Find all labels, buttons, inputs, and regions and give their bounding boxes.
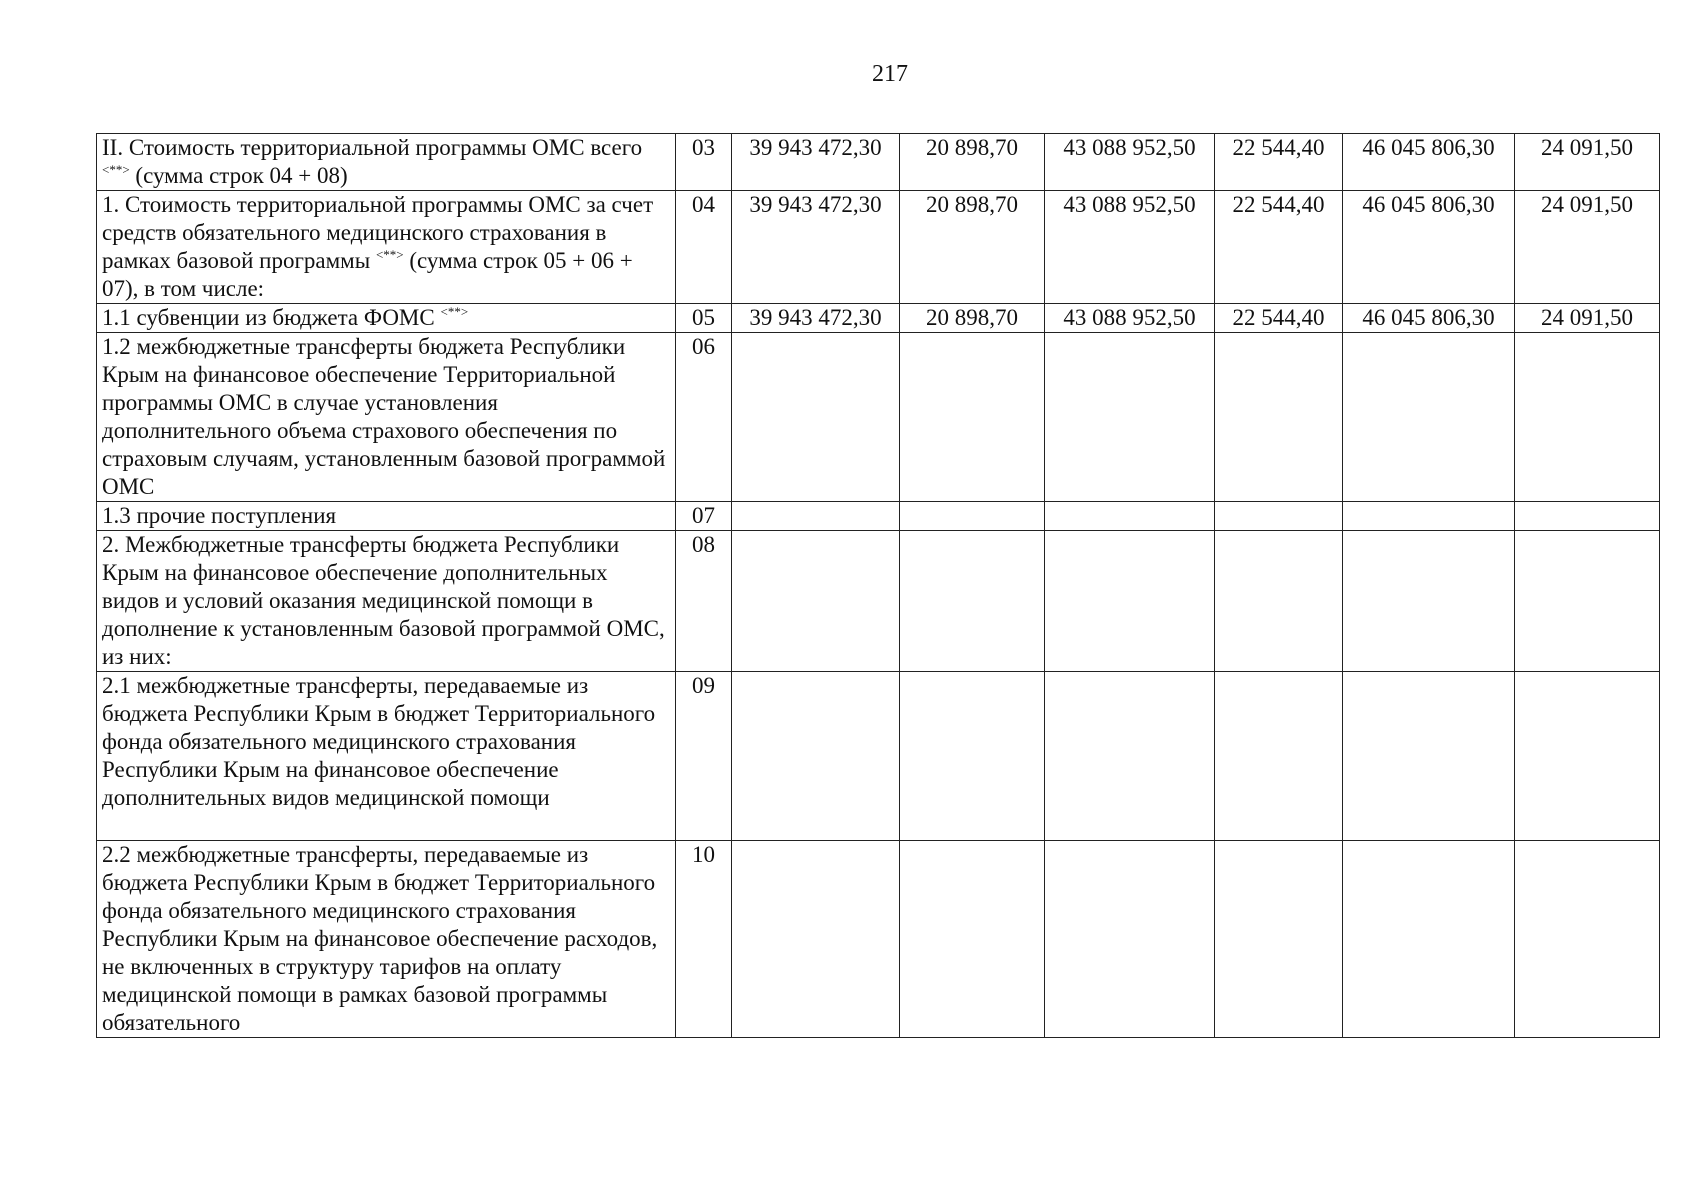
value-cell: 24 091,50 xyxy=(1515,191,1660,304)
value-cell: 20 898,70 xyxy=(900,304,1045,333)
row-code: 10 xyxy=(676,841,732,1038)
value-cell xyxy=(1515,841,1660,1038)
value-cell xyxy=(1045,841,1215,1038)
footnote-marker: <**> xyxy=(375,247,404,262)
value-cell: 46 045 806,30 xyxy=(1343,304,1515,333)
table-row xyxy=(97,333,1660,502)
value-cell: 39 943 472,30 xyxy=(732,304,900,333)
value-cell xyxy=(900,333,1045,502)
row-description: 2.2 межбюджетные трансферты, передаваемые из бюджета Республики Крым в бюджет Территориального фонда обязательного медицинского страхования Республики Крым на финансовое обеспечение расходов, не включенных в структуру тарифов на оплату медицинской помощи в рамках базовой программы обязательного xyxy=(97,841,676,1038)
footnote-marker: <**> xyxy=(102,162,130,177)
row-description: 1.1 субвенции из бюджета ФОМС <**> xyxy=(97,304,676,333)
value-cell xyxy=(1343,531,1515,672)
table-row xyxy=(97,134,1660,191)
row-description: II. Стоимость территориальной программы ОМС всего <**> (сумма строк 04 + 08) xyxy=(97,134,676,191)
table-row xyxy=(97,841,1660,1038)
row-code: 03 xyxy=(676,134,732,191)
row-code: 05 xyxy=(676,304,732,333)
row-description: 1.2 межбюджетные трансферты бюджета Республики Крым на финансовое обеспечение Территориальной программы ОМС в случае установления дополнительного объема страхового обеспечения по страховым случаям, установленным базовой программой ОМС xyxy=(97,333,676,502)
value-cell: 43 088 952,50 xyxy=(1045,191,1215,304)
value-cell xyxy=(1515,502,1660,531)
value-cell: 20 898,70 xyxy=(900,134,1045,191)
table-row xyxy=(97,672,1660,841)
row-code: 06 xyxy=(676,333,732,502)
table-row xyxy=(97,531,1660,672)
value-cell xyxy=(732,672,900,841)
value-cell: 43 088 952,50 xyxy=(1045,134,1215,191)
value-cell xyxy=(900,841,1045,1038)
budget-table xyxy=(96,133,1660,1038)
value-cell xyxy=(732,841,900,1038)
row-code: 07 xyxy=(676,502,732,531)
value-cell: 22 544,40 xyxy=(1215,191,1343,304)
value-cell xyxy=(1515,531,1660,672)
value-cell: 20 898,70 xyxy=(900,191,1045,304)
value-cell xyxy=(1515,672,1660,841)
value-cell: 22 544,40 xyxy=(1215,134,1343,191)
table-row xyxy=(97,502,1660,531)
value-cell xyxy=(900,672,1045,841)
footnote-marker: <**> xyxy=(440,304,469,319)
value-cell xyxy=(732,333,900,502)
value-cell: 46 045 806,30 xyxy=(1343,191,1515,304)
value-cell: 43 088 952,50 xyxy=(1045,304,1215,333)
value-cell xyxy=(1045,502,1215,531)
value-cell xyxy=(1343,672,1515,841)
row-description: 2. Межбюджетные трансферты бюджета Республики Крым на финансовое обеспечение дополнительных видов и условий оказания медицинской помощи в дополнение к установленным базовой программой ОМС, из них: xyxy=(97,531,676,672)
value-cell: 46 045 806,30 xyxy=(1343,134,1515,191)
value-cell xyxy=(900,502,1045,531)
row-code: 08 xyxy=(676,531,732,672)
value-cell xyxy=(732,531,900,672)
value-cell xyxy=(1343,333,1515,502)
row-description: 1.3 прочие поступления xyxy=(97,502,676,531)
row-code: 09 xyxy=(676,672,732,841)
value-cell xyxy=(732,502,900,531)
row-description: 1. Стоимость территориальной программы ОМС за счет средств обязательного медицинского страхования в рамках базовой программы <**> (сумма строк 05 + 06 + 07), в том числе: xyxy=(97,191,676,304)
value-cell xyxy=(1215,531,1343,672)
value-cell xyxy=(1045,531,1215,672)
value-cell xyxy=(1215,841,1343,1038)
value-cell xyxy=(1045,333,1215,502)
value-cell xyxy=(1215,502,1343,531)
value-cell: 39 943 472,30 xyxy=(732,134,900,191)
value-cell xyxy=(1215,672,1343,841)
row-code: 04 xyxy=(676,191,732,304)
row-description: 2.1 межбюджетные трансферты, передаваемые из бюджета Республики Крым в бюджет Территориального фонда обязательного медицинского страхования Республики Крым на финансовое обеспечение дополнительных видов медицинской помощи xyxy=(97,672,676,841)
table-row xyxy=(97,191,1660,304)
value-cell xyxy=(1343,502,1515,531)
value-cell xyxy=(1045,672,1215,841)
value-cell xyxy=(1515,333,1660,502)
page-number: 217 xyxy=(872,61,908,87)
value-cell: 39 943 472,30 xyxy=(732,191,900,304)
value-cell xyxy=(1343,841,1515,1038)
value-cell xyxy=(900,531,1045,672)
value-cell: 24 091,50 xyxy=(1515,134,1660,191)
value-cell: 24 091,50 xyxy=(1515,304,1660,333)
value-cell: 22 544,40 xyxy=(1215,304,1343,333)
value-cell xyxy=(1215,333,1343,502)
table-row xyxy=(97,304,1660,333)
